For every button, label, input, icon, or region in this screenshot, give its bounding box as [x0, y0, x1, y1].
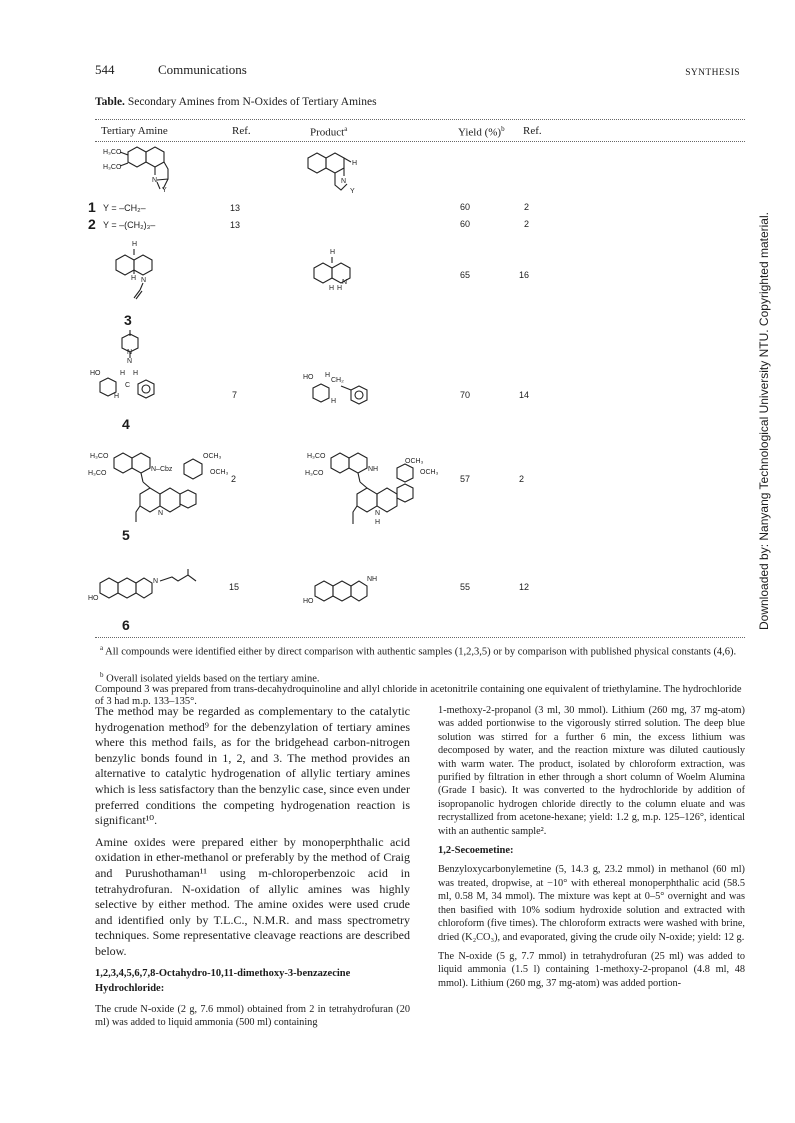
row-2-yield-ref: 2: [524, 219, 530, 229]
structure-product-5: [305, 450, 455, 540]
row-6-yield: 55: [460, 582, 471, 592]
row-2-definition: Y = –(CH₂)₃–: [103, 220, 156, 230]
structure-product-6: [303, 570, 403, 615]
atom-c-amine-4: C: [125, 382, 131, 389]
structure-amine-4: [90, 330, 170, 410]
atom-h-amine-4-c: H: [114, 393, 120, 400]
compound-label-4: 4: [122, 416, 130, 432]
atom-h-amine-4-b: H: [133, 370, 139, 377]
row-2-ref: 13: [230, 220, 241, 230]
compound-label-3: 3: [124, 312, 132, 328]
left-paragraph-2: Amine oxides were prepared either by monoperphthalic acid oxidation in ether-methanol or preferably by the method of Craig and Purushothaman¹¹ using m-chloroperbenzoic acid in tetrahydrofuran. N-oxidation of allylic amines was highly selective by either method. The amine oxides were used crude and identified only by T.L.C., N.M.R. and mass spectrometry techniques. Some representative cleavage reactions are described below.: [95, 834, 410, 958]
table-title-text: Secondary Amines from N-Oxides of Tertiary Amines: [127, 96, 377, 108]
atom-n-amine-4-ring-bottom: N: [127, 358, 133, 365]
atom-n-amine-3: N: [141, 277, 147, 284]
right-paragraph-2: Benzyloxycarbonylemetine (5, 14.3 g, 23.2 mmol) in methanol (60 ml) was treated, dropwise, at −10° with ethereal monoperphthalic acid (58.5 ml, 0.58 M, 34 mmol). The mixture was kept at 0–5° overnight and was then basified with 10% sodium hydroxide solution and extracted with chloroform (five times). The chloroform extracts were washed with brine, dried (K₂CO₃), and evaporated, giving the crude oily N-oxide; yield: 12 g.: [438, 864, 745, 943]
body-column-left: [95, 704, 410, 1036]
table-bottom-rule: [95, 637, 745, 638]
row-1-yield: 60: [460, 202, 471, 212]
row-5-yield-ref: 2: [519, 474, 525, 484]
atom-h-product-4-b: H: [331, 398, 337, 405]
atom-n-amine-6: N: [153, 578, 159, 585]
structure-amine-6: [88, 565, 218, 610]
atom-h-product-3-b: H: [337, 285, 343, 292]
row-3-yield-ref: 16: [519, 270, 530, 280]
atom-h3co-product-5-bottom: H₃CO: [305, 470, 324, 477]
atom-h3co-amine-5-top: H₃CO: [90, 453, 109, 460]
atom-nh-product-6: NH: [367, 576, 378, 583]
col-head-ref: Ref.: [232, 125, 251, 137]
atom-h-amine-4-a: H: [120, 370, 126, 377]
left-paragraph-3: The crude N-oxide (2 g, 7.6 mmol) obtained from 2 in tetrahydrofuran (20 ml) was added to liquid ammonia (500 ml) containing: [95, 1003, 410, 1029]
col-head-yield-mark: b: [501, 125, 505, 133]
atom-ho-amine-6: HO: [88, 595, 99, 602]
table-title: [95, 96, 377, 108]
footnote-a-text: All compounds were identified either by direct comparison with authentic samples (1,2,3,5) or by comparison with published physical constants (4,6).: [105, 646, 737, 658]
row-4-ref: 7: [232, 390, 238, 400]
row-6-ref: 15: [229, 582, 240, 592]
atom-n-product-3: N: [342, 279, 348, 286]
atom-ho-product-6: HO: [303, 598, 314, 605]
download-notice: Downloaded by: Nanyang Technological University NTU. Copyrighted material.: [757, 212, 771, 630]
col-head-yield: [458, 125, 505, 139]
compound-label-5: 5: [122, 527, 130, 543]
atom-ncbz-amine-5: N–Cbz: [151, 466, 173, 473]
atom-och3-product-5-a: OCH₃: [405, 458, 424, 465]
structure-product-1-2: [305, 150, 385, 200]
atom-h-product-4: H: [325, 372, 331, 379]
col-head-tertiary-amine: Tertiary Amine: [101, 125, 168, 137]
right-paragraph-3: The N-oxide (5 g, 7.7 mmol) in tetrahydrofuran (25 ml) was added to liquid ammonia (1.5 l) containing 1-methoxy-2-propanol (4.8 ml, 48 mmol). Lithium (260 mg, 37 mg-atom) was added portion-: [438, 950, 745, 989]
row-1-yield-ref: 2: [524, 202, 530, 212]
col-head-product-text: Product: [310, 126, 345, 139]
atom-n-amine-5: N: [158, 510, 164, 517]
atom-y-amine: Y: [162, 187, 167, 194]
compound-label-2: 2: [88, 216, 96, 232]
atom-h3co-amine-5-bottom: H₃CO: [88, 470, 107, 477]
atom-ch2-product-4: CH₂: [331, 377, 344, 384]
atom-h3co-top: H₃CO: [103, 149, 122, 156]
right-procedure-heading: 1,2-Secoemetine:: [438, 845, 514, 857]
row-3-yield: 65: [460, 270, 471, 280]
atom-n-amine: N: [152, 177, 158, 184]
footnote-a: [100, 642, 740, 659]
row-5-yield: 57: [460, 474, 471, 484]
row-5-ref: 2: [231, 474, 237, 484]
atom-h3co-product-5-top: H₃CO: [307, 453, 326, 460]
atom-h-product-3-top: H: [330, 249, 336, 256]
row-4-yield: 70: [460, 390, 471, 400]
compound-label-6: 6: [122, 617, 130, 633]
atom-h3co-bottom: H₃CO: [103, 164, 122, 171]
right-paragraph-1: 1-methoxy-2-propanol (3 ml, 30 mmol). Lithium (260 mg, 37 mg-atom) was added portionwise to the vigorously stirred solution. The deep blue solution was stirred for a further 6 min, the excess lithium was decomposed by water, and the reaction mixture was diluted cautiously with warm water. The product, isolated by chloroform extraction, was purified by filtration in ether through a short column of Woelm Alumina (Grade I basic). It was converted to the hydrochloride by addition of isopropanolic hydrogen chloride directly to the column eluate and was recrystallized from acetone-hexane; yield: 1.2 g, m.p. 125–126°, identical with an authentic sample².: [438, 705, 745, 837]
col-head-yield-text: Yield (%): [458, 126, 502, 139]
structure-amine-3: [112, 238, 182, 308]
table-note: Compound 3 was prepared from trans-decahydroquinoline and allyl chloride in acetonitrile containing one equivalent of triethylamine. The hydrochloride of 3 had m.p. 133–135°.: [95, 684, 742, 707]
body-column-right: [438, 704, 745, 996]
col-head-product-mark: a: [344, 125, 348, 133]
atom-h-amine-3-top: H: [132, 241, 138, 248]
table-title-label: Table.: [95, 96, 125, 108]
atom-n-product-5: N: [375, 510, 381, 517]
table-top-rule: [95, 119, 745, 120]
row-1-ref: 13: [230, 203, 241, 213]
atom-h-product-3-a: H: [329, 285, 335, 292]
atom-h-product-5: H: [375, 519, 381, 526]
atom-ho-product-4: HO: [303, 374, 314, 381]
atom-ho-amine-4: HO: [90, 370, 101, 377]
atom-och3-amine-5-b: OCH₃: [210, 469, 229, 476]
row-4-yield-ref: 14: [519, 390, 530, 400]
atom-y-product-1: Y: [350, 188, 355, 195]
row-1-definition: Y = –CH₂–: [103, 203, 146, 213]
atom-och3-amine-5-a: OCH₃: [203, 453, 222, 460]
atom-h-product-1: H: [352, 160, 358, 167]
atom-n-amine-4-ring-top: N: [127, 349, 133, 356]
section-title: Communications: [158, 62, 247, 77]
atom-nh-product-5: NH: [368, 466, 379, 473]
structure-product-4: [303, 370, 393, 415]
atom-och3-product-5-b: OCH₃: [420, 469, 439, 476]
col-head-product: [310, 125, 347, 139]
row-6-yield-ref: 12: [519, 582, 530, 592]
atom-n-product-1: N: [341, 178, 347, 185]
row-2-yield: 60: [460, 219, 471, 229]
compound-label-1: 1: [88, 199, 96, 215]
page-number: 544: [95, 62, 115, 77]
left-procedure-heading: 1,2,3,4,5,6,7,8-Octahydro-10,11-dimethoxy-3-benzazecine Hydrochloride:: [95, 967, 351, 995]
col-head-yield-ref: Ref.: [523, 125, 542, 137]
atom-h-amine-3-bottom: H: [131, 275, 137, 282]
table-header-rule: [95, 141, 745, 142]
left-paragraph-1: The method may be regarded as complementary to the catalytic hydrogenation method⁹ for the debenzylation of tertiary amines where this method fails, as for the bridgehead carbon-nitrogen benzylic bonds found in 1, 2, and 3. The method provides an alternative to catalytic hydrogenation of allylic tertiary amines which is less satisfactory than the benzylic case, since even under preferred conditions the competing hydrogenation reaction is significant¹⁰.: [95, 704, 410, 828]
structure-amine-5: [88, 450, 238, 535]
journal-name: SYNTHESIS: [685, 68, 740, 78]
structure-amine-1-2: [100, 145, 220, 194]
structure-product-3: [310, 246, 380, 306]
footnote-a-mark: a: [100, 644, 104, 652]
footnote-b-text: Overall isolated yields based on the tertiary amine.: [106, 673, 320, 685]
footnote-b-mark: b: [100, 671, 104, 679]
